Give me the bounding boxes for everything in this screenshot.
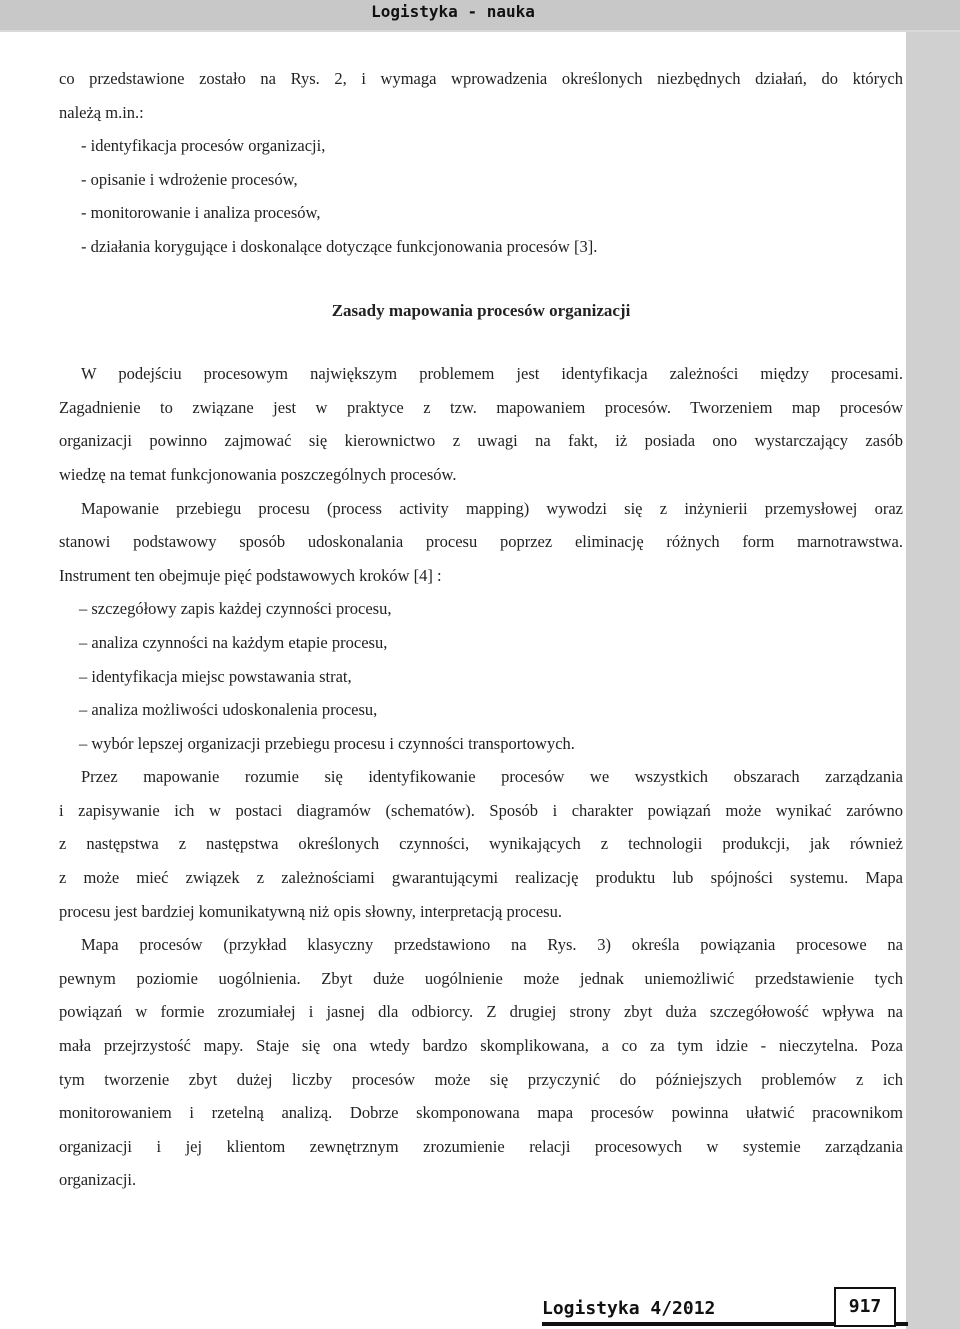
text-line: procesu jest bardziej komunikatywną niż opis słowny, interpretacją procesu. <box>59 901 562 921</box>
steps-list <box>59 592 903 760</box>
text-line: organizacji i jej klientom zewnętrznym zrozumienie relacji procesowych w systemie zarządzania <box>59 1136 903 1156</box>
text-line: z następstwa z następstwa określonych czynności, wynikających z technologii produkcji, jak również <box>59 834 903 854</box>
list-item: - opisanie i wdrożenie procesów, <box>81 169 298 189</box>
paragraph-2 <box>59 492 903 593</box>
section-heading: Zasady mapowania procesów organizacji <box>331 300 631 320</box>
text-line: W podejściu procesowym największym problemem jest identyfikacja zależności między procesami. <box>81 364 903 384</box>
text-line: co przedstawione zostało na Rys. 2, i wymaga wprowadzenia określonych niezbędnych działań, do których <box>59 69 903 88</box>
header-bar <box>0 0 960 30</box>
page-number-box: 917 <box>834 1287 896 1327</box>
text-line: Instrument ten obejmuje pięć podstawowych kroków [4] : <box>59 565 442 585</box>
text-line: z może mieć związek z zależnościami gwarantującymi realizację produktu lub spójności systemu. Mapa <box>59 868 903 888</box>
page-content <box>59 62 903 1197</box>
text-line: mała przejrzystość mapy. Staje się ona wtedy bardzo skomplikowana, a co za tym idzie - nieczytelna. Poza <box>59 1036 903 1056</box>
text-line: stanowi podstawowy sposób udoskonalania procesu poprzez eliminację różnych form marnotrawstwa. <box>59 532 903 552</box>
text-line: Mapowanie przebiegu procesu (process activity mapping) wywodzi się z inżynierii przemysłowej oraz <box>81 498 903 518</box>
text-line: tym tworzenie zbyt dużej liczby procesów może się przyczynić do późniejszych problemów z ich <box>59 1069 903 1089</box>
text-line: pewnym poziomie uogólnienia. Zbyt duże uogólnienie może jednak uniemożliwić przedstawienie tych <box>59 968 903 988</box>
text-line: organizacji. <box>59 1170 137 1190</box>
side-margin-strip <box>906 32 960 1329</box>
list-item: – identyfikacja miejsc powstawania strat, <box>79 666 352 686</box>
document-page <box>0 32 906 1329</box>
list-item: – wybór lepszej organizacji przebiegu procesu i czynności transportowych. <box>79 733 575 753</box>
footer-journal: Logistyka 4/2012 <box>542 1298 716 1319</box>
text-line: należą m.in.: <box>59 102 144 122</box>
paragraph-1 <box>59 357 903 491</box>
text-line: organizacji powinno zajmować się kierownictwo z uwagi na fakt, iż posiada ono wystarczający zasób <box>59 431 903 451</box>
text-line: Mapa procesów (przykład klasyczny przedstawiono na Rys. 3) określa powiązania procesowe na <box>81 935 903 955</box>
text-line: Zagadnienie to związane jest w praktyce z tzw. mapowaniem procesów. Tworzeniem map procesów <box>59 397 903 417</box>
text-line: wiedzę na temat funkcjonowania poszczególnych procesów. <box>59 464 457 484</box>
text-line: powiązań w formie zrozumiałej i jasnej dla odbiorcy. Z drugiej strony zbyt duża szczegółowość wpływa na <box>59 1002 903 1022</box>
paragraph-3 <box>59 760 903 928</box>
paragraph-4 <box>59 928 903 1197</box>
intro-paragraph <box>59 62 903 129</box>
intro-list <box>59 129 903 263</box>
text-line: i zapisywanie ich w postaci diagramów (schematów). Sposób i charakter powiązań może wynikać zarówno <box>59 800 903 820</box>
list-item: - monitorowanie i analiza procesów, <box>81 203 321 223</box>
list-item: - identyfikacja procesów organizacji, <box>81 136 326 156</box>
list-item: – szczegółowy zapis każdej czynności procesu, <box>79 599 392 619</box>
list-item: – analiza czynności na każdym etapie procesu, <box>79 632 388 652</box>
text-line: Przez mapowanie rozumie się identyfikowanie procesów we wszystkich obszarach zarządzania <box>81 767 903 787</box>
list-item: – analiza możliwości udoskonalenia procesu, <box>79 700 378 720</box>
list-item: - działania korygujące i doskonalące dotyczące funkcjonowania procesów [3]. <box>81 236 598 256</box>
running-header-title: Logistyka - nauka <box>371 2 535 21</box>
text-line: monitorowaniem i rzetelną analizą. Dobrze skomponowana mapa procesów powinna ułatwić pracownikom <box>59 1103 903 1123</box>
